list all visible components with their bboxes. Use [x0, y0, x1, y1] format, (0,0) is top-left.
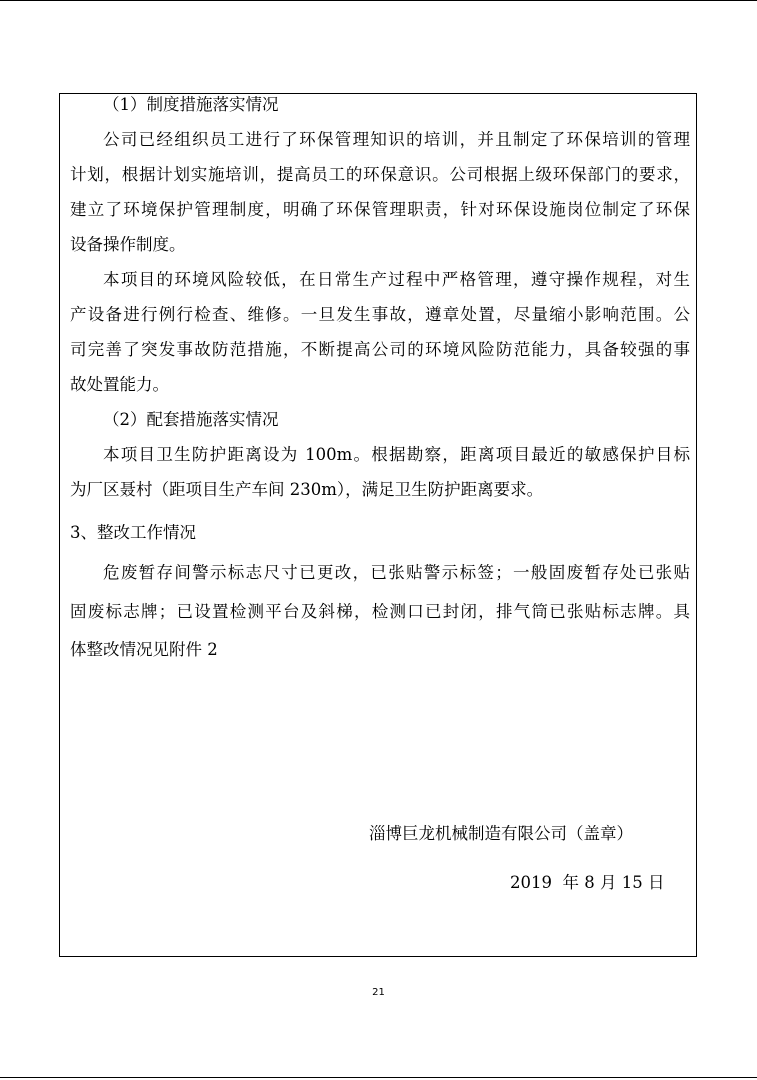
signature-date: 2019 年 8 月 15 日 — [510, 873, 665, 892]
para-3-line-2: 为厂区聂村（距项目生产车间 230m），满足卫生防护距离要求。 — [70, 480, 544, 499]
para-1-line-1: 公司已经组织员工进行了环保管理知识的培训，并且制定了环保培训的管理 — [103, 130, 690, 149]
section-1-heading: （1）制度措施落实情况 — [103, 95, 279, 114]
para-4-line-3: 体整改情况见附件 2 — [70, 640, 218, 659]
page-bottom-rule — [0, 1077, 757, 1078]
page-number: 21 — [372, 987, 385, 998]
section-2-heading: （2）配套措施落实情况 — [103, 410, 279, 429]
para-2-line-4: 故处置能力。 — [70, 375, 169, 394]
para-4-line-2: 固废标志牌；已设置检测平台及斜梯，检测口已封闭，排气筒已张贴标志牌。具 — [70, 602, 690, 621]
page-top-rule — [0, 0, 757, 1]
section-3-heading: 3、整改工作情况 — [70, 523, 196, 542]
para-2-line-2: 产设备进行例行检查、维修。一旦发生事故，遵章处置，尽量缩小影响范围。公 — [70, 305, 690, 324]
para-1-line-4: 设备操作制度。 — [70, 235, 186, 254]
para-3-line-1: 本项目卫生防护距离设为 100m。根据勘察，距离项目最近的敏感保护目标 — [103, 445, 690, 464]
para-1-line-3: 建立了环境保护管理制度，明确了环保管理职责，针对环保设施岗位制定了环保 — [70, 200, 690, 219]
para-2-line-1: 本项目的环境风险较低，在日常生产过程中严格管理，遵守操作规程，对生 — [103, 270, 690, 289]
para-4-line-1: 危废暂存间警示标志尺寸已更改，已张贴警示标签；一般固废暂存处已张贴 — [103, 563, 690, 582]
company-signature: 淄博巨龙机械制造有限公司（盖章） — [369, 824, 633, 843]
para-2-line-3: 司完善了突发事故防范措施，不断提高公司的环境风险防范能力，具备较强的事 — [70, 340, 690, 359]
para-1-line-2: 计划，根据计划实施培训，提高员工的环保意识。公司根据上级环保部门的要求， — [70, 165, 690, 184]
